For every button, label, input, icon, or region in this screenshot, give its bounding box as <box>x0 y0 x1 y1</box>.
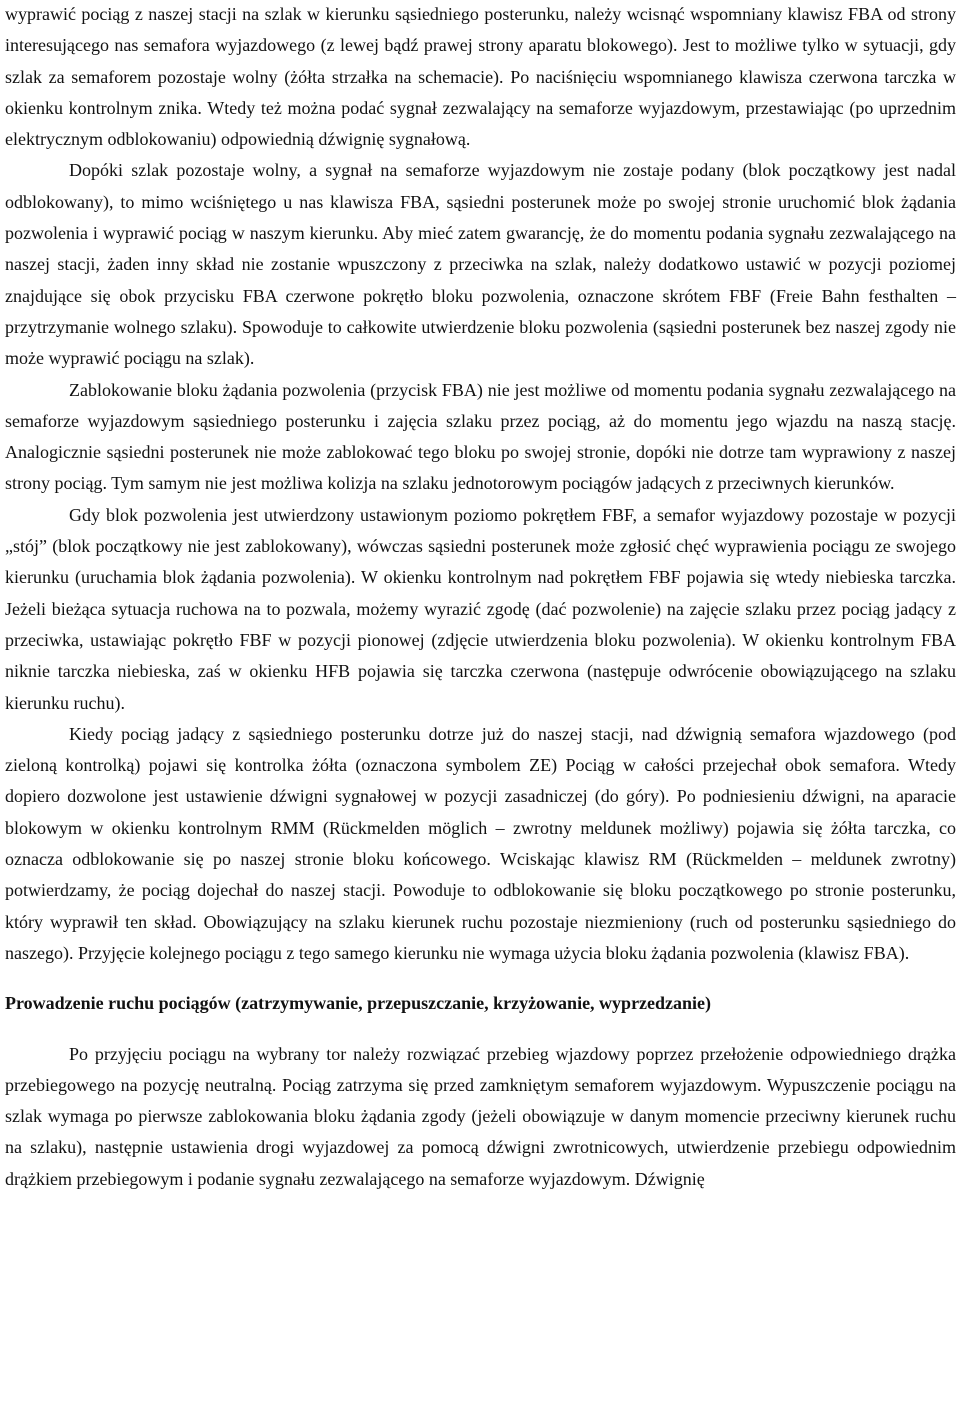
paragraph-arrival: Kiedy pociąg jadący z sąsiedniego posterunku dotrze już do naszej stacji, nad dźwignią semafora wjazdowego (pod zieloną kontrolką) pojawi się kontrolka żółta (oznaczona symbolem ZE) Pociąg w całości przejechał obok semafora. Wtedy dopiero dozwolone jest ustawienie dźwigni sygnałowej w pozycji zasadniczej (do góry). Po podniesieniu dźwigni, na aparacie blokowym w okienku kontrolnym RMM (Rückmelden möglich – zwrotny meldunek możliwy) pojawia się żółta tarczka, co oznacza odblokowanie się po naszej stronie bloku końcowego. Wciskając klawisz RM (Rückmelden – meldunek zwrotny) potwierdzamy, że pociąg dojechał do naszej stacji. Powoduje to odblokowanie się bloku początkowego po stronie posterunku, który wyprawił ten skład. Obowiązujący na szlaku kierunek ruchu pozostaje niezmieniony (ruch od posterunku sąsiedniego do naszego). Przyjęcie kolejnego pociągu z tego samego kierunku nie wymaga użycia bloku żądania pozwolenia (klawisz FBA). <box>5 723 956 963</box>
section-heading: Prowadzenie ruchu pociągów (zatrzymywanie, przepuszczanie, krzyżowanie, wyprzedzanie) <box>5 993 712 1014</box>
paragraph-fbf-lock: Dopóki szlak pozostaje wolny, a sygnał na semaforze wyjazdowym nie zostaje podany (blok początkowy jest nadal odblokowany), to mimo wciśniętego u nas klawisza FBA, sąsiedni posterunek może po swojej stronie uruchomić blok żądania pozwolenia i wyprawić pociąg w naszym kierunku. Aby mieć zatem gwarancję, że do momentu podania sygnału zezwalającego na naszej stacji, żaden inny skład nie zostanie wpuszczony z przeciwka na szlak, należy dodatkowo ustawić w pozycji poziomej znajdujące się obok przycisku FBA czerwone pokrętło bloku pozwolenia, oznaczone skrótem FBF (Freie Bahn festhalten – przytrzymanie wolnego szlaku). Spowoduje to całkowite utwierdzenie bloku pozwolenia (sąsiedni posterunek bez naszej zgody nie może wyprawić pociągu na szlak). <box>5 160 956 369</box>
document-page <box>5 0 956 1195</box>
paragraph-continuation: wyprawić pociąg z naszej stacji na szlak w kierunku sąsiedniego posterunku, należy wcisnąć wspomniany klawisz FBA od strony interesującego nas semafora wyjazdowego (z lewej bądź prawej strony aparatu blokowego). Jest to możliwe tylko w sytuacji, gdy szlak za semaforem pozostaje wolny (żółta strzałka na schemacie). Po naciśnięciu wspomnianego klawisza czerwona tarczka w okienku kontrolnym znika. Wtedy też można podać sygnał zezwalający na semaforze wyjazdowym, przestawiając (po uprzednim elektrycznym odblokowaniu) odpowiednią dźwignię sygnałową. <box>5 4 956 150</box>
paragraph-fba-blocking: Zablokowanie bloku żądania pozwolenia (przycisk FBA) nie jest możliwe od momentu podania sygnału zezwalającego na semaforze wyjazdowym sąsiedniego posterunku i zajęcia szlaku przez pociąg, aż do momentu jego wjazdu na naszą stację. Analogicznie sąsiedni posterunek nie może zablokować tego bloku po swojej stronie, dopóki nie dotrze tam wyprawiony z naszej strony pociąg. Tym samym nie jest możliwa kolizja na szlaku jednotorowym pociągów jadących z przeciwnych kierunków. <box>5 379 956 494</box>
paragraph-traffic-control: Po przyjęciu pociągu na wybrany tor należy rozwiązać przebieg wjazdowy poprzez przełożenie odpowiedniego drążka przebiegowego na pozycję neutralną. Pociąg zatrzyma się przed zamkniętym semaforem wyjazdowym. Wypuszczenie pociągu na szlak wymaga po pierwsze zablokowania bloku żądania zgody (jeżeli obowiązuje w danym momencie przeciwny kierunek ruchu na szlaku), następnie ustawienia drogi wyjazdowej za pomocą dźwigni zwrotnicowych, utwierdzenie przebiegu odpowiednim drążkiem przebiegowym i podanie sygnału zezwalającego na semaforze wyjazdowym. Dźwignię <box>5 1043 956 1189</box>
paragraph-permission: Gdy blok pozwolenia jest utwierdzony ustawionym poziomo pokrętłem FBF, a semafor wyjazdowy pozostaje w pozycji „stój” (blok początkowy nie jest zablokowany), wówczas sąsiedni posterunek może zgłosić chęć wyprawienia pociągu ze swojego kierunku (uruchamia blok żądania pozwolenia). W okienku kontrolnym nad pokrętłem FBF pojawia się wtedy niebieska tarczka. Jeżeli bieżąca sytuacja ruchowa na to pozwala, możemy wyrazić zgodę (dać pozwolenie) na zajęcie szlaku przez pociąg jadący z przeciwka, ustawiając pokrętło FBF w pozycji pionowej (zdjęcie utwierdzenia bloku pozwolenia). W okienku kontrolnym FBA niknie tarczka niebieska, zaś w okienku HFB pojawia się tarczka czerwona (następuje odwrócenie obowiązującego na szlaku kierunku ruchu). <box>5 504 956 713</box>
